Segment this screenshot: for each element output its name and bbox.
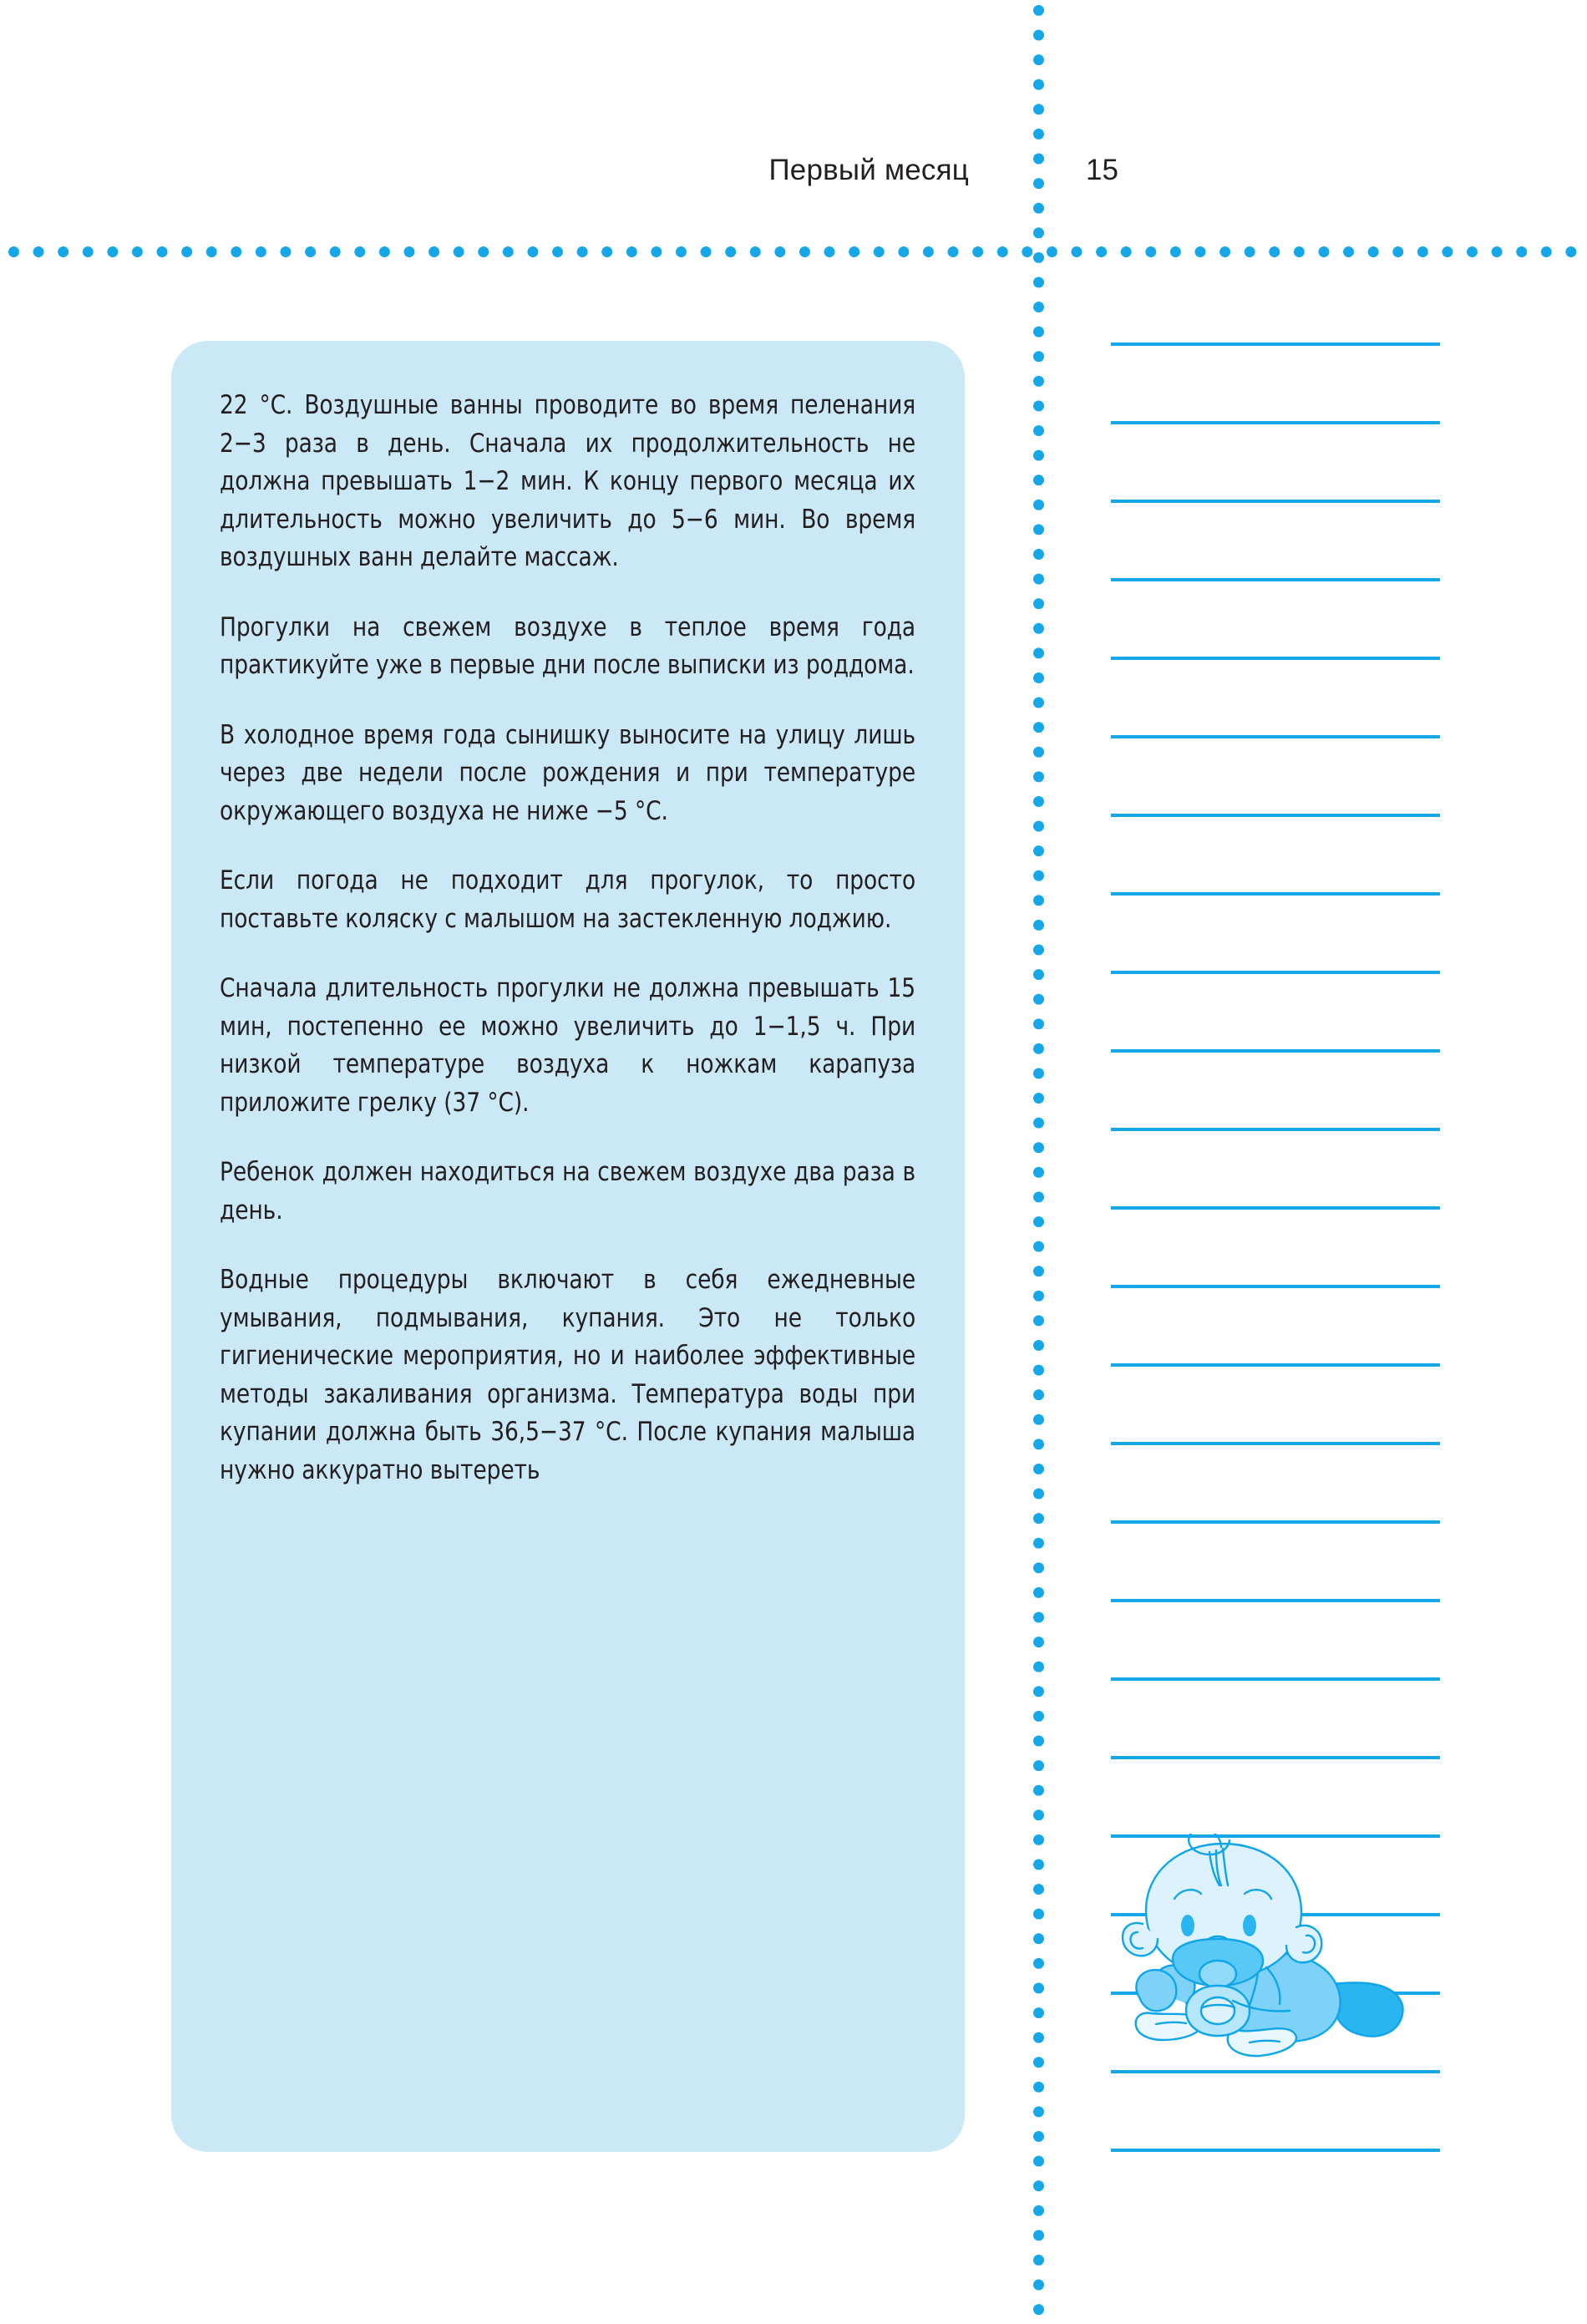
page-number: 15 <box>1086 154 1118 186</box>
note-rule-line[interactable] <box>1111 814 1440 817</box>
body-copy <box>220 387 915 1489</box>
note-rule-line[interactable] <box>1111 421 1440 424</box>
note-rule-line[interactable] <box>1111 1285 1440 1288</box>
note-rule-line[interactable] <box>1111 1206 1440 1210</box>
note-rule-line[interactable] <box>1111 578 1440 581</box>
note-rule-line[interactable] <box>1111 892 1440 896</box>
note-rule-line[interactable] <box>1111 2149 1440 2152</box>
note-rule-line[interactable] <box>1111 1442 1440 1445</box>
note-rule-line[interactable] <box>1111 1992 1440 1995</box>
paragraph: Сначала длительность прогулки не должна превышать 15 мин, постепенно ее можно увеличить до 1−1,5 ч. При низкой температуре воздуха к ножкам карапуза приложите грелку (37 °C). <box>220 973 916 1118</box>
note-rule-line[interactable] <box>1111 1049 1440 1053</box>
note-rule-line[interactable] <box>1111 1756 1440 1759</box>
note-rule-line[interactable] <box>1111 1677 1440 1681</box>
paragraph: Ребенок должен находиться на свежем воздухе два раза в день. <box>220 1157 916 1225</box>
note-rule-line[interactable] <box>1111 2070 1440 2073</box>
note-rule-line[interactable] <box>1111 1834 1440 1838</box>
note-rule-line[interactable] <box>1111 1128 1440 1131</box>
note-rule-line[interactable] <box>1111 971 1440 974</box>
paragraph: Если погода не подходит для прогулок, то просто поставьте коляску с малышом на застекленную лоджию. <box>220 865 916 934</box>
note-rule-line[interactable] <box>1111 1599 1440 1602</box>
note-rule-line[interactable] <box>1111 657 1440 660</box>
note-rule-line[interactable] <box>1111 1520 1440 1524</box>
running-head-title: Первый месяц <box>768 154 969 186</box>
paragraph: Прогулки на свежем воздухе в теплое время года практикуйте уже в первые дни после выписки из роддома. <box>220 611 916 680</box>
note-rule-line[interactable] <box>1111 500 1440 503</box>
text-panel <box>171 341 965 2152</box>
note-rule-line[interactable] <box>1111 343 1440 346</box>
paragraph: Водные процедуры включают в себя ежедневные умывания, подмывания, купания. Это не только гигиенические мероприятия, но и наиболее эффективные методы закаливания организма. Температура воды при купании должна быть 36,5−37 °C. После купания малыша нужно аккуратно вытереть <box>220 1265 916 1485</box>
ruled-note-area[interactable] <box>1111 0 1440 2324</box>
dotted-divider-vertical-icon <box>1032 0 1045 2324</box>
note-rule-line[interactable] <box>1111 1913 1440 1916</box>
paragraph: 22 °C. Воздушные ванны проводите во время пеленания 2−3 раза в день. Сначала их продолжительность не должна превышать 1−2 мин. К концу первого месяца их длительность можно увеличить до 5−6 мин. Во время воздушных ванн делайте массаж. <box>220 390 916 572</box>
paragraph: В холодное время года сынишку выносите на улицу лишь через две недели после рождения и при температуре окружающего воздуха не ниже −5 °C. <box>220 719 916 826</box>
note-rule-line[interactable] <box>1111 1363 1440 1367</box>
note-rule-line[interactable] <box>1111 735 1440 738</box>
